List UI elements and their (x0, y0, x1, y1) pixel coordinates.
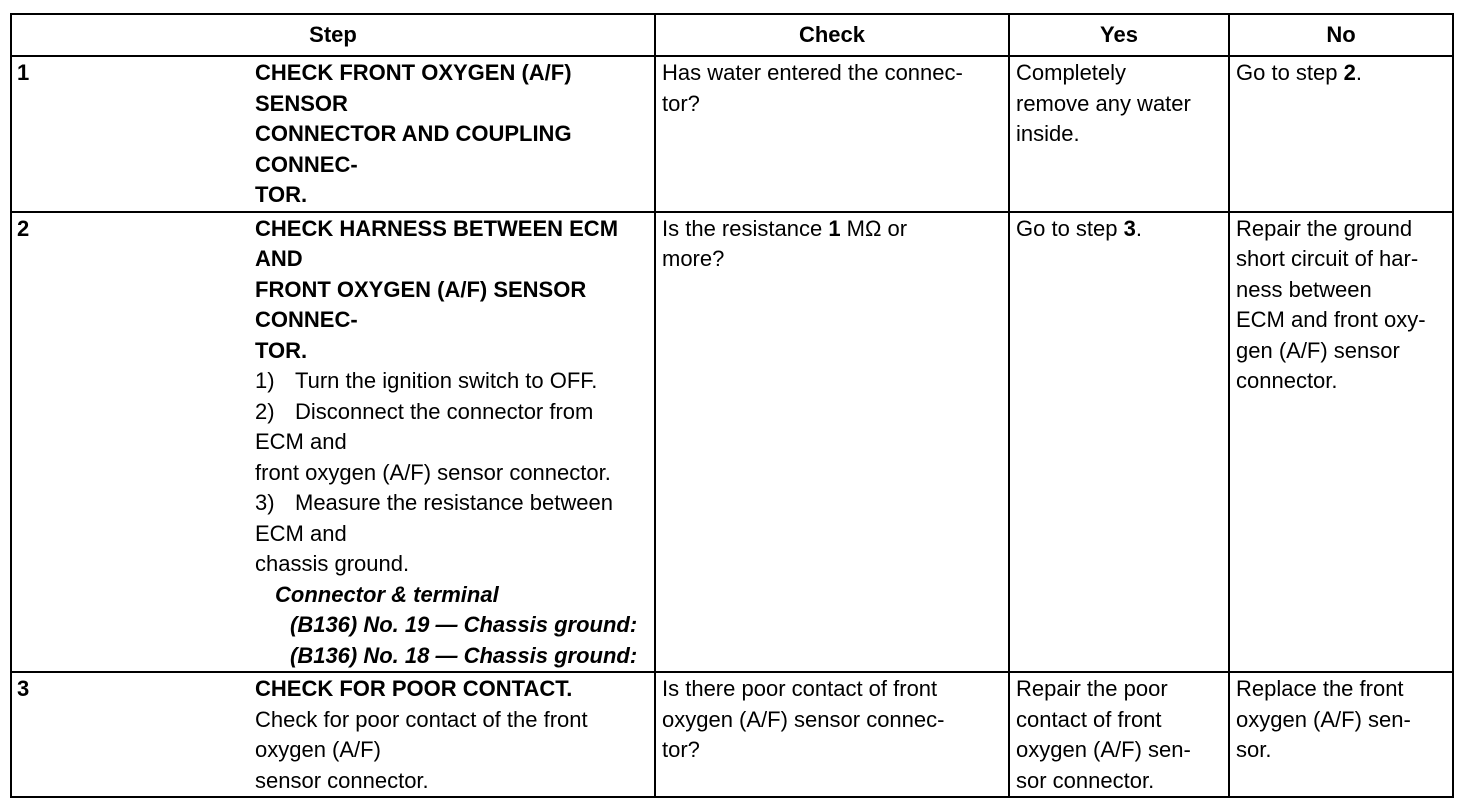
substep: 2) Disconnect the connector from ECM and (255, 398, 594, 454)
substep: 1) Turn the ignition switch to OFF. (255, 368, 598, 393)
no-line: connector. (1236, 368, 1338, 393)
step-title-line: CHECK FRONT OXYGEN (A/F) SENSOR (255, 60, 572, 116)
step-number: 1 (11, 56, 131, 212)
diagnostic-table-container (10, 13, 1452, 793)
step-title-line: FRONT OXYGEN (A/F) SENSOR CONNEC- (255, 276, 587, 332)
yes-line: sor connector. (1016, 767, 1155, 793)
terminal-line: (B136) No. 19 — Chassis ground: (290, 612, 638, 637)
header-yes: Yes (1009, 14, 1229, 56)
no-text: Go to step (1236, 60, 1344, 85)
header-step: Step (11, 14, 655, 56)
step-description (131, 672, 655, 797)
step-description (131, 212, 655, 673)
substep-continuation: front oxygen (A/F) sensor connector. (255, 459, 611, 485)
no-line: sor. (1236, 737, 1272, 762)
no-line: ECM and front oxy- (1236, 307, 1426, 332)
no-line: gen (A/F) sensor (1236, 337, 1400, 363)
yes-line: Completely (1016, 60, 1127, 85)
step-title-line: CONNECTOR AND COUPLING CONNEC- (255, 121, 572, 177)
check-line: more? (662, 246, 725, 271)
step-number: 2 (11, 212, 131, 673)
check-cell (655, 56, 1009, 212)
header-no: No (1229, 14, 1453, 56)
yes-cell (1009, 672, 1229, 797)
no-line: ness between (1236, 276, 1372, 302)
table-row (11, 56, 1453, 212)
check-cell (655, 672, 1009, 797)
step-number: 3 (11, 672, 131, 797)
yes-line: contact of front (1016, 706, 1162, 732)
header-row (11, 14, 1453, 56)
step-body-line: Check for poor contact of the front oxygen (A/F) (255, 706, 588, 762)
check-line: Is there poor contact of front (662, 676, 938, 701)
yes-text-suffix: . (1135, 215, 1142, 241)
yes-cell (1009, 212, 1229, 673)
check-cell (655, 212, 1009, 673)
table-row (11, 672, 1453, 797)
check-line: Has water entered the connec- (662, 60, 963, 85)
step-title-line: CHECK FOR POOR CONTACT. (255, 676, 573, 701)
step-title-line: TOR. (255, 337, 308, 363)
check-line: Is the resistance 1 MΩ or (662, 215, 908, 241)
step-title-line: TOR. (255, 182, 308, 207)
check-line: tor? (662, 737, 700, 762)
table-row (11, 212, 1453, 673)
yes-line: Repair the poor (1016, 676, 1168, 701)
no-line: short circuit of har- (1236, 246, 1419, 271)
step-description (131, 56, 655, 212)
check-line: tor? (662, 90, 700, 116)
yes-text: Go to step (1016, 215, 1124, 241)
step-ref: 3 (1123, 215, 1136, 241)
yes-cell (1009, 56, 1229, 212)
header-check: Check (655, 14, 1009, 56)
yes-line: inside. (1016, 121, 1080, 146)
no-line: Repair the ground (1236, 215, 1413, 241)
step-title-line: CHECK HARNESS BETWEEN ECM AND (255, 215, 619, 271)
step-body-line: sensor connector. (255, 767, 429, 793)
check-line: oxygen (A/F) sensor connec- (662, 706, 945, 732)
step-ref: 2 (1343, 60, 1356, 85)
no-cell (1229, 672, 1453, 797)
no-line: oxygen (A/F) sen- (1236, 706, 1411, 732)
no-line: Replace the front (1236, 676, 1404, 701)
terminal-line: (B136) No. 18 — Chassis ground: (290, 642, 638, 668)
yes-line: oxygen (A/F) sen- (1016, 737, 1191, 762)
connector-heading: Connector & terminal (275, 581, 499, 607)
substep: 3) Measure the resistance between ECM and (255, 490, 613, 546)
no-cell (1229, 56, 1453, 212)
no-text-suffix: . (1355, 60, 1362, 85)
diagnostic-table (10, 13, 1454, 798)
no-cell (1229, 212, 1453, 673)
substep-continuation: chassis ground. (255, 551, 410, 576)
yes-line: remove any water (1016, 90, 1191, 116)
